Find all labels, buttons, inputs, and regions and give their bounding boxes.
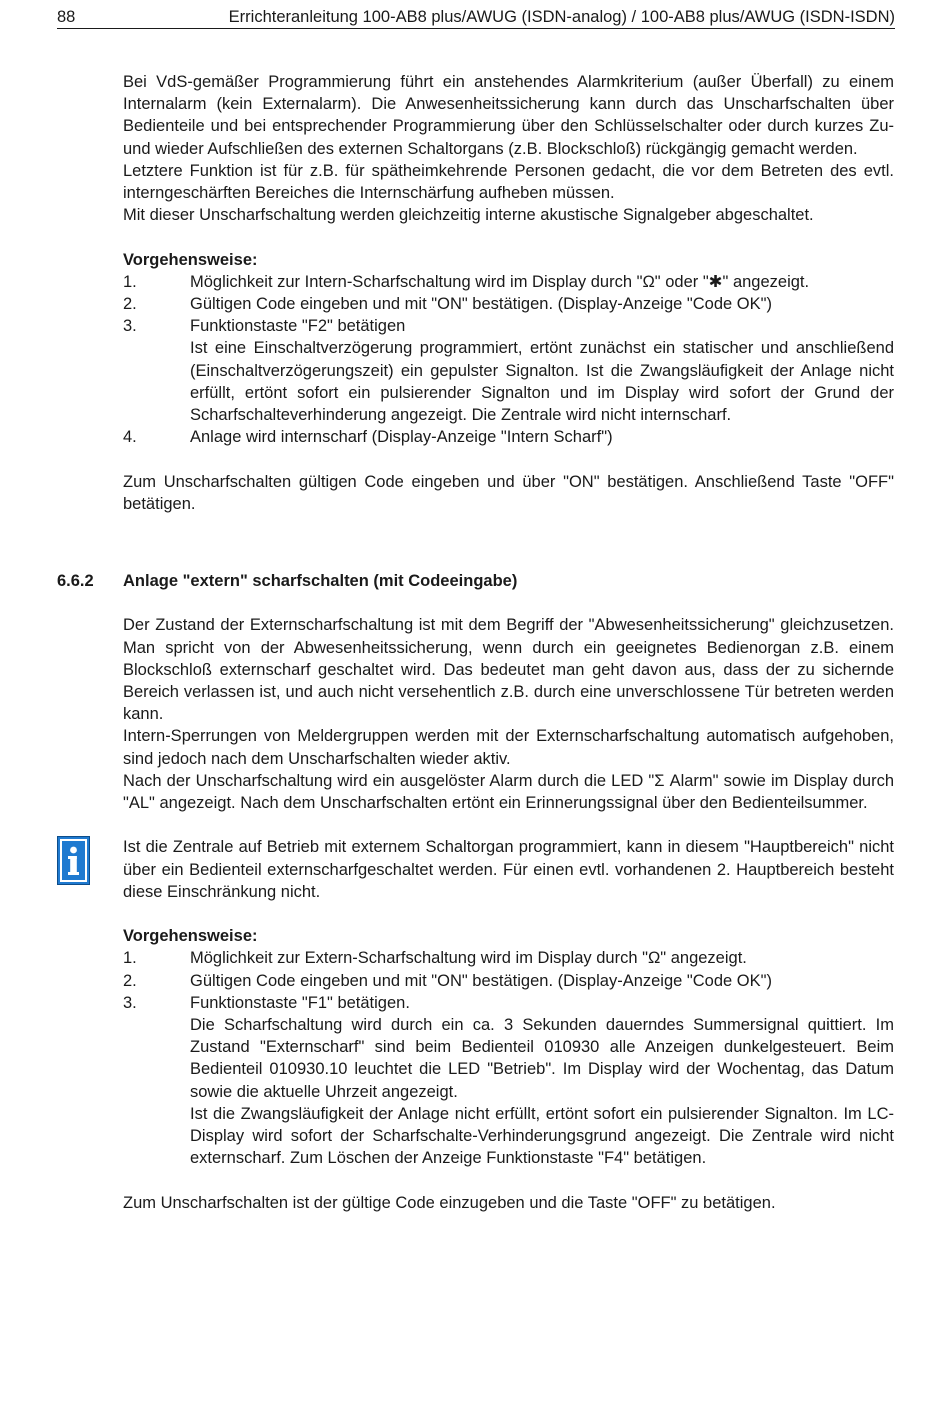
- step-number: 1.: [123, 949, 137, 968]
- document-title: Errichteranleitung 100-AB8 plus/AWUG (ISDN-analog) / 100-AB8 plus/AWUG (ISDN-ISDN): [228, 8, 895, 26]
- paragraph: Letztere Funktion ist für z.B. für spätheimkehrende Personen gedacht, die vor dem Betreten des evtl. interngeschärften Bereiches die Internschärfung aufheben müssen.: [123, 161, 894, 203]
- step-number: 3.: [123, 317, 137, 336]
- info-text: Ist die Zentrale auf Betrieb mit externem Schaltorgan programmiert, kann in diesem "Hauptbereich" nicht über ein Bedienteil externscharfgeschaltet werden. Für einen evtl. vorhandenen 2. Hauptbereich besteht diese Einschränkung nicht.: [123, 838, 894, 901]
- procedure-list: [123, 271, 894, 449]
- paragraph: Mit dieser Unscharfschaltung werden gleichzeitig interne akustische Signalgeber abgeschaltet.: [123, 206, 814, 225]
- procedure-step: [123, 970, 894, 992]
- procedure-step: [123, 315, 894, 426]
- section-title: Anlage "extern" scharfschalten (mit Codeeingabe): [123, 572, 518, 591]
- step-number: 4.: [123, 428, 137, 447]
- step-number: 3.: [123, 993, 137, 1012]
- procedure-step: [123, 426, 894, 448]
- info-icon: [57, 836, 90, 885]
- step-text: Gültigen Code eingeben und mit "ON" bestätigen. (Display-Anzeige "Code OK"): [190, 295, 772, 314]
- step-text: Funktionstaste "F1" betätigen.: [190, 993, 410, 1012]
- step-text: Funktionstaste "F2" betätigen: [190, 317, 406, 336]
- step-number: 2.: [123, 295, 137, 314]
- paragraph: Nach der Unscharfschaltung wird ein ausgelöster Alarm durch die LED "Σ Alarm" sowie im Display durch "AL" angezeigt. Nach dem Unscharfschalten ertönt ein Erinnerungssignal über den Bedienteilsummer.: [123, 771, 894, 813]
- step-number: 2.: [123, 971, 137, 990]
- info-note: [123, 836, 894, 903]
- procedure-step: [123, 992, 894, 1170]
- step-text: Anlage wird internscharf (Display-Anzeige "Intern Scharf"): [190, 428, 613, 447]
- step-text: Möglichkeit zur Extern-Scharfschaltung wird im Display durch "Ω" angezeigt.: [190, 949, 747, 968]
- section-number: 6.6.2: [57, 572, 94, 591]
- procedure-step: [123, 947, 894, 969]
- paragraph: Bei VdS-gemäßer Programmierung führt ein anstehendes Alarmkriterium (außer Überfall) zu einem Internalarm (kein Externalarm). Die Anwesenheitssicherung kann durch das Unscharfschalten über Bedienteile und bei entsprechender Programmierung über den Schlüsselschalter oder durch kurzes Zu- und wieder Aufschließen des externen Schaltorgans (z.B. Blockschloß) rückgängig gemacht werden.: [123, 73, 894, 158]
- procedure-heading: Vorgehensweise:: [123, 250, 258, 269]
- step-detail: Ist eine Einschaltverzögerung programmiert, ertönt zunächst ein statischer und anschließend (Einschaltverzögerungszeit) ein gepulster Signalton. Ist die Zwangsläufigkeit der Anlage nicht erfüllt, ertönt sofort ein pulsierender Signalton und im Display wird sofort der Grund der Scharfschalteverhinderung angezeigt. Die Zentrale wird nicht internscharf.: [190, 339, 894, 425]
- procedure-list: [123, 947, 894, 1169]
- paragraph: Zum Unscharfschalten gültigen Code eingeben und über "ON" bestätigen. Anschließend Taste "OFF" betätigen.: [123, 472, 894, 513]
- step-text: Gültigen Code eingeben und mit "ON" bestätigen. (Display-Anzeige "Code OK"): [190, 971, 772, 990]
- step-number: 1.: [123, 272, 137, 291]
- procedure-step: [123, 293, 894, 315]
- paragraph: Zum Unscharfschalten ist der gültige Code einzugeben und die Taste "OFF" zu betätigen.: [123, 1193, 776, 1212]
- page-content: [57, 71, 894, 1214]
- step-detail: Die Scharfschaltung wird durch ein ca. 3 Sekunden dauerndes Summersignal quittiert. Im Zustand "Externscharf" sind beim Bedienteil 010930 alle Anzeigen dunkelgesteuert. Beim Bedienteil 010930.10 leuchtet die LED "Betrieb". Im Display wird der Wochentag, das Datum sowie die aktuelle Uhrzeit angezeigt.: [190, 1016, 894, 1101]
- section-heading: [57, 570, 894, 592]
- procedure-step: [123, 271, 894, 293]
- page-number: 88: [57, 8, 76, 26]
- paragraph: Intern-Sperrungen von Meldergruppen werden mit der Externscharfschaltung automatisch aufgehoben, sind jedoch nach dem Unscharfschalten wieder aktiv.: [123, 727, 894, 768]
- paragraph: Der Zustand der Externscharfschaltung ist mit dem Begriff der "Abwesenheitssicherung" gleichzusetzen. Man spricht von der Abwesenheitssicherung, wenn durch ein geeignetes Bedienorgan z.B. einem Blockschloß externscharf geschaltet wird. Das bedeutet man geht davon aus, dass der zu sichernde Bereich verlassen ist, und auch nicht versehentlich z.B. durch eine unverschlossene Tür betreten werden kann.: [123, 616, 894, 724]
- step-detail: Ist die Zwangsläufigkeit der Anlage nicht erfüllt, ertönt sofort ein pulsierender Signalton. Im LC-Display wird sofort der Scharfschalte-Verhinderungsgrund angezeigt. Die Zentrale wird nicht externscharf. Zum Löschen der Anzeige Funktionstaste "F4" betätigen.: [190, 1104, 894, 1168]
- step-text: Möglichkeit zur Intern-Scharfschaltung wird im Display durch "Ω" oder "✱" angezeigt.: [190, 272, 810, 291]
- page-header: [57, 6, 895, 29]
- procedure-heading: Vorgehensweise:: [123, 927, 258, 946]
